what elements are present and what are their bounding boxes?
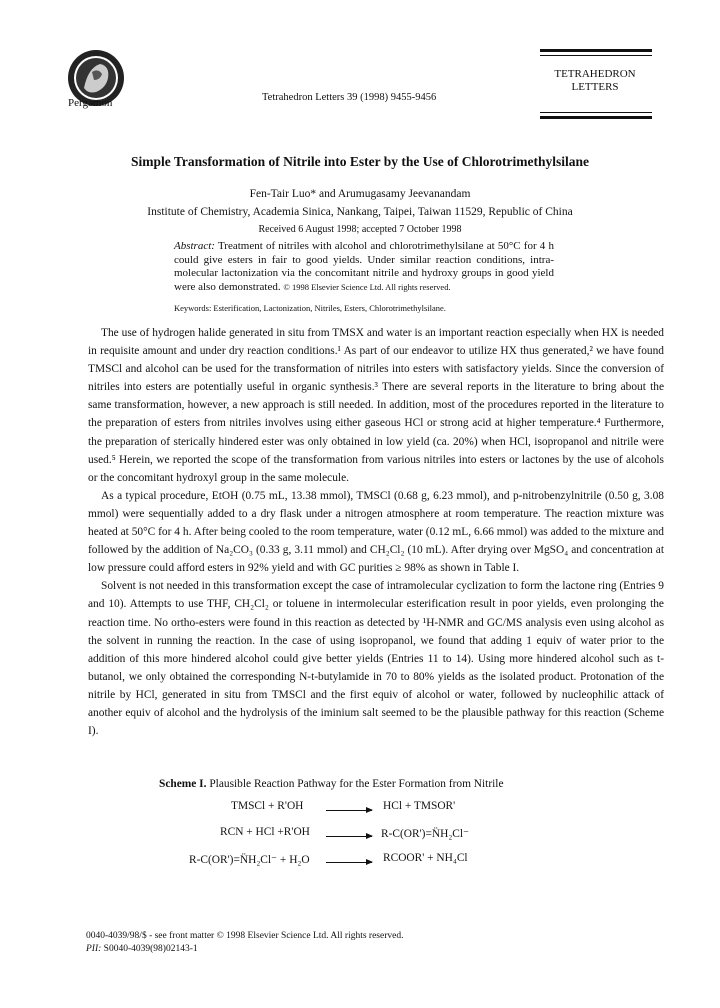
scheme-row-1-right: HCl + TMSOR' (383, 800, 456, 812)
paragraph-2: As a typical procedure, EtOH (0.75 mL, 13.38 mmol), TMSCl (0.68 g, 6.23 mmol), and p-nitrobenzylnitrile (0.50 g, 3.08 mmol) were sequentially added to a dry flask under a nitrogen atmosphere at room temperature. The reaction mixture was heated at 50°C for 4 h. After being cooled to the room temperature, water (0.12 mL, 6.66 mmol) was added to the mixture and followed by the addition of Na₂CO₃ (0.33 g, 3.11 mmol) and CH₂Cl₂ (10 mL). After drying over MgSO₄ and concentration at low pressure could afford esters in 92% yield and with GC purities ≥ 98% as shown in Table I. (88, 489, 664, 575)
scheme-label: Scheme I. (159, 778, 207, 790)
publisher-name: Pergamon (68, 97, 113, 109)
footer-pii (86, 943, 403, 956)
article-affiliation: Institute of Chemistry, Academia Sinica, Nankang, Taipei, Taiwan 11529, Republic of China (147, 206, 573, 218)
pii-label: PII: (86, 944, 102, 954)
scheme-row-2-right: R-C(OR')=N̈H₂Cl⁻ (381, 828, 470, 840)
body-text (88, 324, 664, 740)
journal-rule-top-thin (540, 55, 652, 56)
scheme-caption (159, 778, 504, 790)
scheme-row-3-right: RCOOR' + NH₄Cl (383, 852, 468, 864)
journal-name-line2: LETTERS (571, 81, 619, 93)
journal-name-line1: TETRAHEDRON (554, 68, 636, 80)
article-authors: Fen-Tair Luo* and Arumugasamy Jeevanandam (249, 188, 471, 200)
journal-rule-bottom-thin (540, 112, 652, 113)
keywords: Keywords: Esterification, Lactonization, Nitriles, Esters, Chlorotrimethylsilane. (174, 303, 446, 313)
journal-rule-top (540, 49, 652, 52)
pii-value: S0040-4039(98)02143-1 (103, 944, 198, 954)
scheme-row-2-left: RCN + HCl +R'OH (220, 826, 310, 838)
footer-copyright: 0040-4039/98/$ - see front matter © 1998 Elsevier Science Ltd. All rights reserved. (86, 931, 404, 941)
scheme-row-3-left: R-C(OR')=N̈H₂Cl⁻ + H₂O (189, 854, 310, 866)
abstract-copyright: © 1998 Elsevier Science Ltd. All rights reserved. (283, 281, 451, 292)
journal-name (520, 68, 670, 94)
reaction-arrow-icon (326, 810, 372, 811)
paragraph-1: The use of hydrogen halide generated in situ from TMSX and water is an important reaction especially when HX is needed in requisite amount and under dry reaction conditions.¹ As part of our endeavor to utilize HX thus generated,² we have found TMSCl and alcohol can be used for the transformation of nitriles into esters with satisfactory yields. Since the conversion of nitriles into esters are potentially useful in organic synthesis.³ There are several reports in the literature to bring about the same transformation, however, a new approach is still needed. In addition, most of the procedures reported in the literature to the preparation of esters from nitriles involves using either gaseous HCl or strong acid at higher temperature.⁴ Furthermore, the preparation of sterically hindered ester was only obtained in low yield (ca. 20%) when HCl, isopropanol and nitrile were used.⁵ Herein, we reported the scope of the transformation from various nitriles into esters or lactones by the use of alcohols or the concomitant hydroxyl group in the same molecule. (88, 327, 664, 484)
journal-rule-bottom (540, 116, 652, 119)
abstract-label: Abstract: (174, 240, 215, 252)
received-dates: Received 6 August 1998; accepted 7 October 1998 (258, 224, 462, 235)
footer (86, 930, 403, 956)
abstract-text: Treatment of nitriles with alcohol and chlorotrimethylsilane at 50°C for 4 h could give esters in fair to good yields. Under similar reaction conditions, intra-molecular lactonization via the concomitant nitrile and hydroxy groups in good yield were also demonstrated. (174, 240, 554, 293)
citation: Tetrahedron Letters 39 (1998) 9455-9456 (262, 92, 437, 103)
scheme-caption-text: Plausible Reaction Pathway for the Ester Formation from Nitrile (209, 778, 504, 790)
paragraph-3: Solvent is not needed in this transformation except the case of intramolecular cyclization to form the lactone ring (Entries 9 and 10). Attempts to use THF, CH₂Cl₂ or toluene in intermolecular esterification result in poor yields, even prolonging the reaction time. No ortho-esters were found in this reaction as detected by ¹H-NMR and GC/MS analysis even using alcohol as the solvent in running the reaction. In the case of using isopropanol, we found that adding 1 equiv of water prior to the addition of this more hindered alcohol could give better yields (Entries 11 to 14). Using more hindered alcohol such as t-butanol, we only obtained the corresponding N-t-butylamide in 70 to 80% yields as the isolated product. Protonation of the nitrile by HCl, generated in situ from TMSCl and the first equiv of alcohol or water, followed by nucleophilic attack of another equiv of alcohol and the hydrolysis of the iminium salt seemed to be the plausible pathway for this reaction (Scheme I). (88, 580, 664, 738)
reaction-arrow-icon (326, 836, 372, 837)
article-title: Simple Transformation of Nitrile into Ester by the Use of Chlorotrimethylsilane (131, 154, 589, 169)
scheme-row-1-left: TMSCl + R'OH (231, 800, 304, 812)
abstract (174, 240, 554, 294)
reaction-arrow-icon (326, 862, 372, 863)
